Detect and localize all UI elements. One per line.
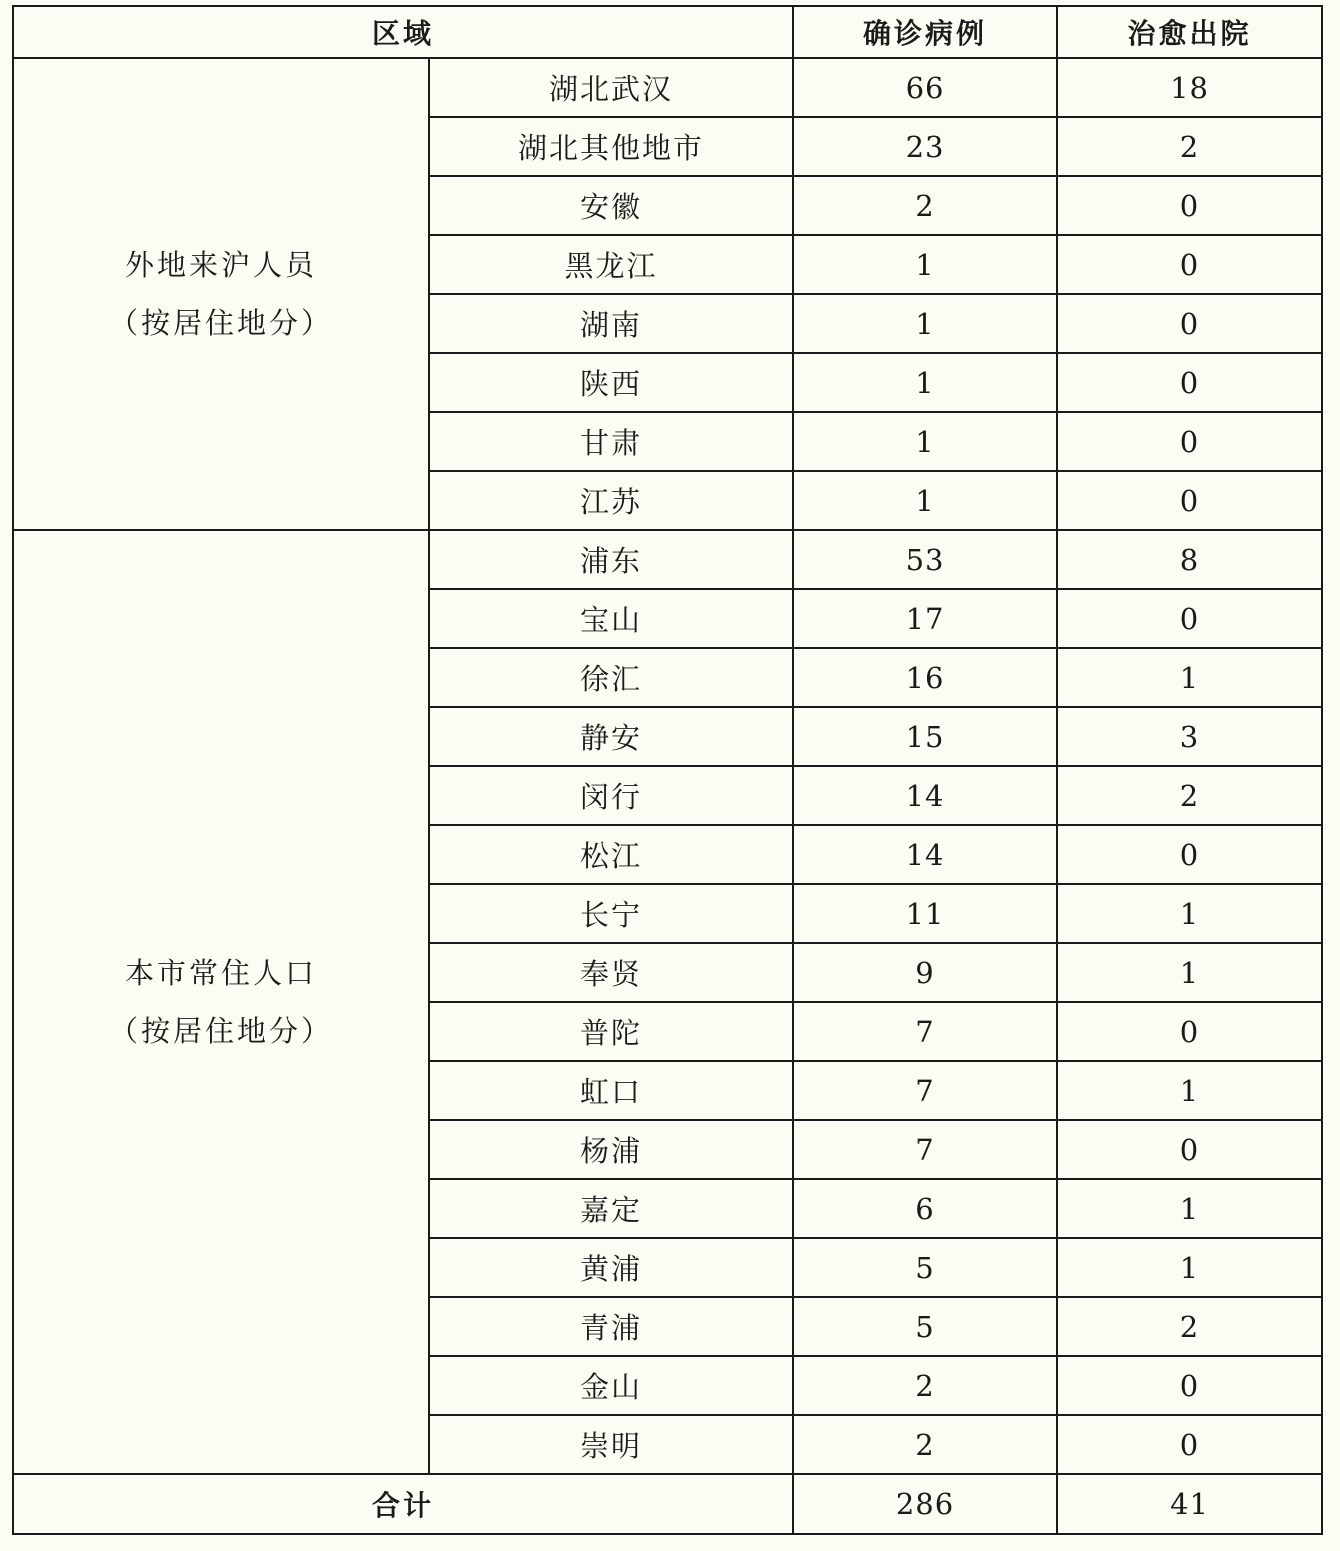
recovered-cell: 2 bbox=[1057, 117, 1322, 176]
region-cell: 奉贤 bbox=[429, 943, 793, 1002]
confirmed-cell: 5 bbox=[793, 1238, 1057, 1297]
confirmed-cell: 2 bbox=[793, 176, 1057, 235]
recovered-cell: 0 bbox=[1057, 235, 1322, 294]
region-cell: 江苏 bbox=[429, 471, 793, 530]
recovered-cell: 1 bbox=[1057, 943, 1322, 1002]
region-cell: 长宁 bbox=[429, 884, 793, 943]
confirmed-cell: 15 bbox=[793, 707, 1057, 766]
region-cell: 徐汇 bbox=[429, 648, 793, 707]
group-label-line2: （按居住地分） bbox=[108, 1014, 333, 1048]
region-cell: 黄浦 bbox=[429, 1238, 793, 1297]
region-cell: 宝山 bbox=[429, 589, 793, 648]
confirmed-cell: 7 bbox=[793, 1002, 1057, 1061]
recovered-cell: 0 bbox=[1057, 1356, 1322, 1415]
recovered-cell: 1 bbox=[1057, 1061, 1322, 1120]
confirmed-cell: 14 bbox=[793, 825, 1057, 884]
header-confirmed: 确诊病例 bbox=[793, 6, 1057, 58]
group-label bbox=[13, 58, 429, 530]
confirmed-cell: 5 bbox=[793, 1297, 1057, 1356]
confirmed-cell: 23 bbox=[793, 117, 1057, 176]
recovered-cell: 0 bbox=[1057, 294, 1322, 353]
recovered-cell: 3 bbox=[1057, 707, 1322, 766]
header-recovered: 治愈出院 bbox=[1057, 6, 1322, 58]
region-cell: 安徽 bbox=[429, 176, 793, 235]
header-row bbox=[13, 6, 1322, 58]
confirmed-cell: 1 bbox=[793, 353, 1057, 412]
confirmed-cell: 2 bbox=[793, 1356, 1057, 1415]
total-row bbox=[13, 1474, 1322, 1534]
total-label: 合计 bbox=[13, 1474, 793, 1534]
recovered-cell: 0 bbox=[1057, 1002, 1322, 1061]
confirmed-cell: 7 bbox=[793, 1061, 1057, 1120]
header-region: 区域 bbox=[13, 6, 793, 58]
confirmed-cell: 1 bbox=[793, 294, 1057, 353]
region-cell: 甘肃 bbox=[429, 412, 793, 471]
table-row bbox=[13, 58, 1322, 117]
region-cell: 陕西 bbox=[429, 353, 793, 412]
region-cell: 虹口 bbox=[429, 1061, 793, 1120]
region-cell: 闵行 bbox=[429, 766, 793, 825]
region-cell: 崇明 bbox=[429, 1415, 793, 1474]
confirmed-cell: 6 bbox=[793, 1179, 1057, 1238]
group-label bbox=[13, 530, 429, 1474]
recovered-cell: 0 bbox=[1057, 471, 1322, 530]
region-cell: 浦东 bbox=[429, 530, 793, 589]
region-cell: 杨浦 bbox=[429, 1120, 793, 1179]
confirmed-cell: 11 bbox=[793, 884, 1057, 943]
region-cell: 普陀 bbox=[429, 1002, 793, 1061]
region-cell: 金山 bbox=[429, 1356, 793, 1415]
case-table bbox=[12, 5, 1323, 1535]
recovered-cell: 2 bbox=[1057, 766, 1322, 825]
recovered-cell: 0 bbox=[1057, 353, 1322, 412]
recovered-cell: 0 bbox=[1057, 1415, 1322, 1474]
recovered-cell: 1 bbox=[1057, 1179, 1322, 1238]
confirmed-cell: 7 bbox=[793, 1120, 1057, 1179]
confirmed-cell: 16 bbox=[793, 648, 1057, 707]
region-cell: 松江 bbox=[429, 825, 793, 884]
confirmed-cell: 1 bbox=[793, 235, 1057, 294]
confirmed-cell: 9 bbox=[793, 943, 1057, 1002]
confirmed-cell: 2 bbox=[793, 1415, 1057, 1474]
confirmed-cell: 17 bbox=[793, 589, 1057, 648]
recovered-cell: 1 bbox=[1057, 884, 1322, 943]
confirmed-cell: 53 bbox=[793, 530, 1057, 589]
region-cell: 嘉定 bbox=[429, 1179, 793, 1238]
total-confirmed: 286 bbox=[793, 1474, 1057, 1534]
case-table-body bbox=[13, 6, 1322, 1534]
region-cell: 湖北其他地市 bbox=[429, 117, 793, 176]
table-row bbox=[13, 530, 1322, 589]
recovered-cell: 18 bbox=[1057, 58, 1322, 117]
recovered-cell: 1 bbox=[1057, 648, 1322, 707]
confirmed-cell: 1 bbox=[793, 471, 1057, 530]
confirmed-cell: 66 bbox=[793, 58, 1057, 117]
group-label-line1: 外地来沪人员 bbox=[124, 248, 317, 282]
region-cell: 黑龙江 bbox=[429, 235, 793, 294]
region-cell: 湖南 bbox=[429, 294, 793, 353]
group-label-line2: （按居住地分） bbox=[108, 306, 333, 340]
group-label-line1: 本市常住人口 bbox=[124, 956, 317, 990]
recovered-cell: 0 bbox=[1057, 825, 1322, 884]
recovered-cell: 0 bbox=[1057, 412, 1322, 471]
recovered-cell: 8 bbox=[1057, 530, 1322, 589]
total-recovered: 41 bbox=[1057, 1474, 1322, 1534]
recovered-cell: 0 bbox=[1057, 589, 1322, 648]
confirmed-cell: 1 bbox=[793, 412, 1057, 471]
region-cell: 湖北武汉 bbox=[429, 58, 793, 117]
recovered-cell: 1 bbox=[1057, 1238, 1322, 1297]
recovered-cell: 2 bbox=[1057, 1297, 1322, 1356]
recovered-cell: 0 bbox=[1057, 176, 1322, 235]
confirmed-cell: 14 bbox=[793, 766, 1057, 825]
region-cell: 青浦 bbox=[429, 1297, 793, 1356]
region-cell: 静安 bbox=[429, 707, 793, 766]
recovered-cell: 0 bbox=[1057, 1120, 1322, 1179]
